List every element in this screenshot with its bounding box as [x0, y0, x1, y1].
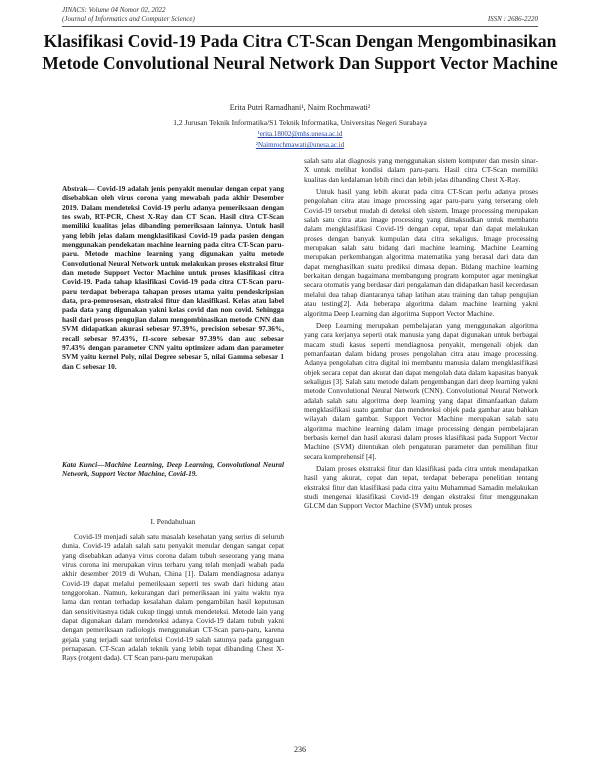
paragraph: salah satu alat diagnosis yang menggunakan sistem komputer dan mesin sinar-X untuk melihat kondisi dalam paru-paru. Hasil citra CT-Scan memiliki kualitas dan kedalaman lebih rinci dan lebih jelas dibanding Chest X-Ray.	[304, 156, 538, 184]
email-link-1[interactable]: ¹erita.18002@mhs.unesa.ac.id	[257, 130, 343, 138]
keywords: Kata Kunci—Machine Learning, Deep Learning, Convolutional Neural Network, Support Vector Machine, Covid-19.	[62, 460, 284, 479]
affiliation: 1,2 Jurusan Teknik Informatika/S1 Teknik Informatika, Universitas Negeri Surabaya	[173, 118, 427, 127]
paragraph: Deep Learning merupakan pembelajaran yang menggunakan algoritma yang cara kerjanya seperti otak manusia yang dapat digunakan untuk berbagai macam studi kasus seperti mendiagnosa penyakit, mengenali objek dan pemanfaatan dalam bidang proses pengolahan citra atau image processing. Adanya pengolahan citra digital ini membantu manusia dalam mengklasifikasi objek secara cepat dan akurat dan dapat mengolah data dalam kapasitas banyak sekaligus [3]. Salah satu metode dalam pengembangan dari deep learning yakni metode Convolutional Neural Network (CNN). Convolutional Neural Network adalah salah satu algoritma deep learning yang dapat dimanfaatkan dalam mengklasifikasi suatu gambar dan mendeteksi objek pada gambar atau bahkan wilayah dalam gambar. Support Vector Machine merupakan salah satu algoritma machine learning dalam image processing dengan pembelajaran berbasis kernel dan hasil akurasi dalam proses klasifikasi pada Support Vector Machine (SVM) ditentukan oleh pengaturan parameter dan pemilihan fitur secara komprehensif [4].	[304, 320, 538, 461]
paper-title: Klasifikasi Covid-19 Pada Citra CT-Scan Dengan Mengombinasikan Metode Convolutional Neural Network Dan Support Vector Machine	[42, 31, 558, 73]
page-number: 236	[294, 745, 306, 754]
header-divider	[62, 26, 538, 27]
journal-issn: ISSN : 2686-2220	[487, 14, 538, 23]
paragraph: Untuk hasil yang lebih akurat pada citra CT-Scan perlu adanya proses pengolahan citra atau image processing agar paru-paru yang terserang oleh Covid-19 tersebut mudah di deteksi oleh sistem. Image processing merupakan salah satu citra atau image processing yang dimaksudkan untuk membantu dalam mengklasifikasi Covid-19 dengan cepat, tepat dan dapat melakukan proses dengan banyak kumpulan data citra sekaligus. Image processing merupakan salah satu bidang dari machine learning. Machine Learning merupakan perkembangan algoritma matematika yang berasal dari data dan dapat menghasilkan suatu prediksi dimasa depan. Bidang machine learning berkaitan dengan bagaimana membangung program komputer agar meningkat secara otomatis yang berdasar dari pengalaman dan didapatkan hasil kecerdasan melalui dua tahap diantaranya tahap latihan atau training dan tahap pengujian atau testing[2]. Ada beberapa algoritma dalam machine learning yakni algoritma Deep Learning dan algoritma Support Vector Machine.	[304, 187, 539, 318]
journal-header	[62, 6, 538, 23]
authors: Erita Putri Ramadhani¹, Naim Rochmawati²	[229, 103, 371, 112]
intro-left-column	[62, 532, 284, 663]
abstract: Abstrak— Covid-19 adalah jenis penyakit menular dengan cepat yang disebabkan oleh virus corona yang mewabah pada akhir Desember 2019. Dalam mendeteksi Covid-19 perlu adanya pemeriksaan dengan tes swab, RT-PCR, Chest X-Ray dan CT Scan. Hasil citra CT-Scan memiliki kualitas jelas dibanding pemeriksaan lainnya. Untuk hasil yang lebih jelas dalam mengklasifikasi Covid-19 pada pasien dengan menggunakan pendekatan machine learning pada citra CT-Scan paru-paru. Metode machine learning yang digunakan yaitu metode Convolutional Neural Network untuk melakukan proses ekstraksi fitur dan metode Support Vector Machine untuk proses klasifikasi citra Covid-19. Pada tahap klasifikasi Covid-19 pada citra CT-Scan paru-paru terdapat beberapa tahapan proses utama yaitu pendeskripsian data, pra-pemrosesan, ekstraksi fitur dan klasifikasi. Kelas atau label pada data yang digunakan yakni kelas covid dan non covid. Sehingga hasil dari proses pengujian dalam mengombinasikan metode CNN dan SVM didapatkan akurasi sebesar 97.39%, precision sebesar 97.36%, recall sebesar 97.43%, f1-score sebesar 97.39% dan auc sebesar 97.43% dengan parameter CNN yaitu optimizer adam dan parameter SVM yaitu kernel Poly, nilai Degree sebesar 5, nilai Gamma sebesar 1 dan C sebesar 10.	[62, 184, 284, 371]
paragraph: Covid-19 menjadi salah satu masalah kesehatan yang serius di seluruh dunia. Covid-19 adalah salah satu penyakit menular dengan sangat cepat yang disebabkan adanya virus corona dalam tubuh seseorang yang mana virus corona ini merupakan virus terbaru yang telah menjadi wabah pada akhir desember 2019 di Wuhan, China [1]. Dalam mendiagnosa adanya Covid-19 dapat melalui pemeriksaan seperti tes swab dari hidung atau tenggorokan. Namun, kekurangan dari pemeriksaan ini yaitu waktu nya lama dan rentan terhadap kesalahan dalam pengambilan hasil keputusan dan sensitivitasnya tidak cukup tinggi untuk mendeteksi. Metode lain yang dapat digunakan dalam mendeteksi adanya Covid-19 dalam tubuh yakni dengan pemeriksaan radiologis menggunakan CT-Scan paru-paru, karena gejala yang terjadi saat terinfeksi Covid-19 salah satunya pada gangguan pernapasan. CT-Scan adalah teknik yang lebih tepat dibanding Chest X-Rays (rotgent dada). CT Scan paru-paru merupakan	[62, 532, 284, 663]
email-link-2[interactable]: ²Naimrochmawati@unesa.ac.id	[255, 141, 345, 149]
journal-name: (Journal of Informatics and Computer Science)	[62, 14, 195, 23]
intro-right-column	[304, 156, 538, 511]
journal-volume: JINACS: Volume 04 Nomor 02, 2022	[62, 6, 166, 14]
paragraph: Dalam proses ekstraksi fitur dan klasifikasi pada citra untuk mendapatkan hasil yang akurat, cepat dan tepat, terdapat beberapa penelitian tentang ekstraksi fitur dan klasifikasi pada citra yaitu Muhammad Samadin melakukan studi mengenai klasifikasi Covid-19 dengan ekstraksi fitur menggunakan GLCM dan Support Vector Machine (SVM) untuk proses	[304, 464, 538, 511]
section-heading: I. Pendahuluan	[150, 517, 196, 526]
